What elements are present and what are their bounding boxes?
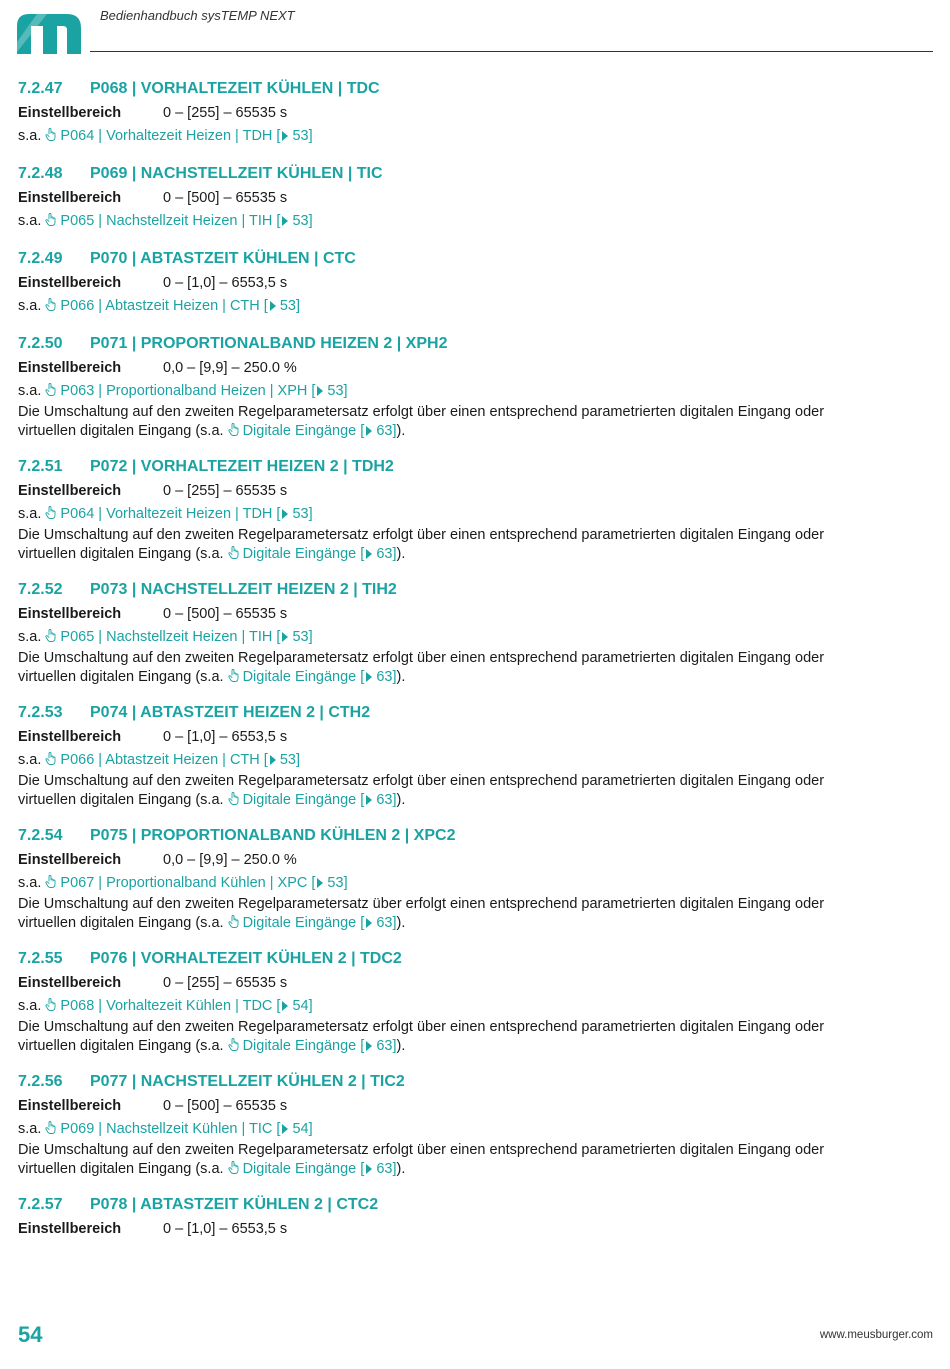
- page-arrow-icon: [282, 1124, 288, 1134]
- section-description: [18, 772, 918, 810]
- link-page: 63: [376, 792, 393, 808]
- range-value: 0 – [500] – 65535 s: [163, 1098, 288, 1114]
- section-number: 7.2.56: [18, 1073, 63, 1090]
- hand-pointer-icon: [45, 128, 57, 141]
- description-line: virtuellen digitalen Eingang (s.a.: [18, 1161, 224, 1177]
- see-also-link[interactable]: P065 | Nachstellzeit Heizen | TIH [ 53]: [45, 629, 312, 645]
- see-also-link[interactable]: P064 | Vorhaltezeit Heizen | TDH [ 53]: [45, 128, 312, 144]
- range-value: 0 – [1,0] – 6553,5 s: [163, 729, 288, 745]
- description-line: Die Umschaltung auf den zweiten Regelparametersatz erfolgt über einen entsprechend parametrierten digitalen Eingang oder: [18, 1142, 825, 1158]
- section-number: 7.2.57: [18, 1196, 63, 1213]
- section-title: P073 | NACHSTELLZEIT HEIZEN 2 | TIH2: [90, 581, 397, 598]
- description-close: ).: [396, 1161, 406, 1177]
- see-also-label: s.a.: [18, 629, 42, 645]
- link-text: Digitale Eingänge: [242, 669, 357, 685]
- description-close: ).: [396, 1038, 406, 1054]
- page-arrow-icon: [282, 216, 288, 226]
- range-label: Einstellbereich: [18, 1098, 122, 1114]
- see-also-link[interactable]: P063 | Proportionalband Heizen | XPH [ 53]: [45, 383, 347, 399]
- see-also-row: [18, 295, 933, 318]
- see-also-label: s.a.: [18, 998, 42, 1014]
- see-also-link[interactable]: P069 | Nachstellzeit Kühlen | TIC [ 54]: [45, 1121, 312, 1137]
- range-row: [18, 357, 933, 380]
- link-page: 63: [376, 669, 393, 685]
- section-title: P070 | ABTASTZEIT KÜHLEN | CTC: [90, 250, 356, 267]
- section-heading: [18, 248, 933, 270]
- digital-inputs-link[interactable]: Digitale Eingänge [ 63]: [228, 669, 397, 685]
- parameter-section: [18, 1071, 933, 1179]
- section-heading: [18, 1194, 933, 1216]
- hand-pointer-icon: [45, 213, 57, 226]
- see-also-row: [18, 503, 933, 526]
- link-page: 53: [292, 128, 309, 144]
- see-also-label: s.a.: [18, 213, 42, 229]
- page-arrow-icon: [282, 509, 288, 519]
- description-close: ).: [396, 423, 406, 439]
- section-heading: [18, 948, 933, 970]
- section-number: 7.2.55: [18, 950, 63, 967]
- range-label: Einstellbereich: [18, 1221, 122, 1237]
- parameter-section: [18, 948, 933, 1056]
- page-arrow-icon: [270, 755, 276, 765]
- parameter-section: [18, 1194, 933, 1241]
- page-content: [18, 78, 933, 1256]
- parameter-section: [18, 456, 933, 564]
- link-text: P067 | Proportionalband Kühlen | XPC: [60, 875, 308, 891]
- section-title: P072 | VORHALTEZEIT HEIZEN 2 | TDH2: [90, 458, 394, 475]
- range-label: Einstellbereich: [18, 360, 122, 376]
- page-arrow-icon: [366, 672, 372, 682]
- range-row: [18, 603, 933, 626]
- section-description: [18, 649, 918, 687]
- section-heading: [18, 1071, 933, 1093]
- see-also-row: [18, 872, 933, 895]
- link-text: P065 | Nachstellzeit Heizen | TIH: [60, 629, 273, 645]
- section-title: P068 | VORHALTEZEIT KÜHLEN | TDC: [90, 80, 380, 97]
- section-title: P078 | ABTASTZEIT KÜHLEN 2 | CTC2: [90, 1196, 379, 1213]
- range-value: 0 – [1,0] – 6553,5 s: [163, 275, 288, 291]
- parameter-section: [18, 78, 933, 148]
- section-heading: [18, 333, 933, 355]
- hand-pointer-icon: [228, 669, 240, 682]
- link-text: P066 | Abtastzeit Heizen | CTH: [60, 298, 260, 314]
- range-value: 0,0 – [9,9] – 250.0 %: [163, 360, 297, 376]
- range-row: [18, 1095, 933, 1118]
- section-number: 7.2.47: [18, 80, 63, 97]
- hand-pointer-icon: [45, 298, 57, 311]
- hand-pointer-icon: [228, 546, 240, 559]
- see-also-label: s.a.: [18, 298, 42, 314]
- link-page: 63: [376, 546, 393, 562]
- digital-inputs-link[interactable]: Digitale Eingänge [ 63]: [228, 1038, 397, 1054]
- page-arrow-icon: [282, 632, 288, 642]
- hand-pointer-icon: [228, 792, 240, 805]
- page-arrow-icon: [317, 386, 323, 396]
- range-row: [18, 1218, 933, 1241]
- link-page: 53: [292, 506, 309, 522]
- range-value: 0,0 – [9,9] – 250.0 %: [163, 852, 297, 868]
- description-line: Die Umschaltung auf den zweiten Regelparametersatz erfolgt über einen entsprechend parametrierten digitalen Eingang oder: [18, 527, 825, 543]
- hand-pointer-icon: [228, 423, 240, 436]
- section-description: [18, 1141, 918, 1179]
- description-line: Die Umschaltung auf den zweiten Regelparametersatz erfolgt über einen entsprechend parametrierten digitalen Eingang oder: [18, 773, 825, 789]
- parameter-section: [18, 248, 933, 318]
- range-row: [18, 480, 933, 503]
- description-line: virtuellen digitalen Eingang (s.a.: [18, 915, 224, 931]
- range-row: [18, 187, 933, 210]
- range-label: Einstellbereich: [18, 606, 122, 622]
- section-description: [18, 895, 918, 933]
- section-heading: [18, 702, 933, 724]
- section-number: 7.2.53: [18, 704, 63, 721]
- range-row: [18, 272, 933, 295]
- link-text: P065 | Nachstellzeit Heizen | TIH: [60, 213, 273, 229]
- range-value: 0 – [255] – 65535 s: [163, 483, 288, 499]
- link-page: 53: [327, 875, 344, 891]
- description-close: ).: [396, 546, 406, 562]
- description-line: Die Umschaltung auf den zweiten Regelparametersatz über erfolgt einen entsprechend parametrierten digitalen Eingang oder: [18, 896, 825, 912]
- digital-inputs-link[interactable]: Digitale Eingänge [ 63]: [228, 915, 397, 931]
- see-also-row: [18, 749, 933, 772]
- page-arrow-icon: [366, 918, 372, 928]
- section-heading: [18, 825, 933, 847]
- see-also-label: s.a.: [18, 875, 42, 891]
- section-number: 7.2.49: [18, 250, 63, 267]
- link-text: P064 | Vorhaltezeit Heizen | TDH: [60, 128, 273, 144]
- see-also-label: s.a.: [18, 752, 42, 768]
- description-line: Die Umschaltung auf den zweiten Regelparametersatz erfolgt über einen entsprechend parametrierten digitalen Eingang oder: [18, 650, 825, 666]
- hand-pointer-icon: [45, 875, 57, 888]
- hand-pointer-icon: [228, 1038, 240, 1051]
- link-page: 53: [327, 383, 344, 399]
- range-label: Einstellbereich: [18, 483, 122, 499]
- see-also-row: [18, 210, 933, 233]
- see-also-link[interactable]: P068 | Vorhaltezeit Kühlen | TDC [ 54]: [45, 998, 312, 1014]
- link-text: P069 | Nachstellzeit Kühlen | TIC: [60, 1121, 273, 1137]
- link-text: P064 | Vorhaltezeit Heizen | TDH: [60, 506, 273, 522]
- link-page: 53: [292, 629, 309, 645]
- section-description: [18, 403, 918, 441]
- range-value: 0 – [255] – 65535 s: [163, 975, 288, 991]
- link-page: 63: [376, 1038, 393, 1054]
- see-also-label: s.a.: [18, 1121, 42, 1137]
- see-also-label: s.a.: [18, 128, 42, 144]
- link-text: Digitale Eingänge: [242, 546, 357, 562]
- hand-pointer-icon: [228, 1161, 240, 1174]
- see-also-row: [18, 995, 933, 1018]
- page-arrow-icon: [366, 1164, 372, 1174]
- description-line: virtuellen digitalen Eingang (s.a.: [18, 792, 224, 808]
- parameter-section: [18, 333, 933, 441]
- link-text: P063 | Proportionalband Heizen | XPH: [60, 383, 308, 399]
- link-text: P066 | Abtastzeit Heizen | CTH: [60, 752, 260, 768]
- hand-pointer-icon: [45, 998, 57, 1011]
- link-text: Digitale Eingänge: [242, 792, 357, 808]
- link-page: 54: [292, 1121, 309, 1137]
- description-close: ).: [396, 792, 406, 808]
- description-line: Die Umschaltung auf den zweiten Regelparametersatz erfolgt über einen entsprechend parametrierten digitalen Eingang oder: [18, 404, 825, 420]
- link-page: 54: [292, 998, 309, 1014]
- section-number: 7.2.48: [18, 165, 63, 182]
- description-line: virtuellen digitalen Eingang (s.a.: [18, 1038, 224, 1054]
- page-arrow-icon: [366, 795, 372, 805]
- range-label: Einstellbereich: [18, 105, 122, 121]
- hand-pointer-icon: [45, 629, 57, 642]
- page-number: 54: [18, 1322, 43, 1347]
- section-number: 7.2.50: [18, 335, 63, 352]
- page-arrow-icon: [366, 426, 372, 436]
- range-label: Einstellbereich: [18, 975, 122, 991]
- see-also-row: [18, 626, 933, 649]
- description-line: virtuellen digitalen Eingang (s.a.: [18, 423, 224, 439]
- section-title: P077 | NACHSTELLZEIT KÜHLEN 2 | TIC2: [90, 1073, 405, 1090]
- section-heading: [18, 456, 933, 478]
- section-title: P069 | NACHSTELLZEIT KÜHLEN | TIC: [90, 165, 383, 182]
- digital-inputs-link[interactable]: Digitale Eingänge [ 63]: [228, 1161, 397, 1177]
- digital-inputs-link[interactable]: Digitale Eingänge [ 63]: [228, 546, 397, 562]
- link-page: 63: [376, 423, 393, 439]
- section-number: 7.2.54: [18, 827, 63, 844]
- digital-inputs-link[interactable]: Digitale Eingänge [ 63]: [228, 792, 397, 808]
- range-row: [18, 726, 933, 749]
- section-title: P074 | ABTASTZEIT HEIZEN 2 | CTH2: [90, 704, 371, 721]
- link-text: Digitale Eingänge: [242, 915, 357, 931]
- section-number: 7.2.51: [18, 458, 63, 475]
- link-text: P068 | Vorhaltezeit Kühlen | TDC: [60, 998, 273, 1014]
- see-also-label: s.a.: [18, 506, 42, 522]
- range-row: [18, 102, 933, 125]
- link-text: Digitale Eingänge: [242, 1038, 357, 1054]
- page-arrow-icon: [282, 1001, 288, 1011]
- parameter-section: [18, 825, 933, 933]
- digital-inputs-link[interactable]: Digitale Eingänge [ 63]: [228, 423, 397, 439]
- range-label: Einstellbereich: [18, 729, 122, 745]
- footer-url[interactable]: www.meusburger.com: [819, 1329, 933, 1341]
- description-line: Die Umschaltung auf den zweiten Regelparametersatz erfolgt über einen entsprechend parametrierten digitalen Eingang oder: [18, 1019, 825, 1035]
- range-row: [18, 972, 933, 995]
- page-arrow-icon: [366, 1041, 372, 1051]
- link-page: 63: [376, 915, 393, 931]
- range-label: Einstellbereich: [18, 852, 122, 868]
- section-title: P071 | PROPORTIONALBAND HEIZEN 2 | XPH2: [90, 335, 448, 352]
- description-line: virtuellen digitalen Eingang (s.a.: [18, 546, 224, 562]
- see-also-link[interactable]: P065 | Nachstellzeit Heizen | TIH [ 53]: [45, 213, 312, 229]
- see-also-link[interactable]: P067 | Proportionalband Kühlen | XPC [ 53]: [45, 875, 347, 891]
- see-also-link[interactable]: P066 | Abtastzeit Heizen | CTH [ 53]: [45, 752, 300, 768]
- section-title: P076 | VORHALTEZEIT KÜHLEN 2 | TDC2: [90, 950, 402, 967]
- link-page: 53: [292, 213, 309, 229]
- page-header: [0, 0, 950, 60]
- section-heading: [18, 163, 933, 185]
- see-also-row: [18, 1118, 933, 1141]
- hand-pointer-icon: [45, 1121, 57, 1134]
- parameter-section: [18, 702, 933, 810]
- section-number: 7.2.52: [18, 581, 63, 598]
- link-page: 53: [279, 298, 296, 314]
- range-label: Einstellbereich: [18, 190, 122, 206]
- description-line: virtuellen digitalen Eingang (s.a.: [18, 669, 224, 685]
- hand-pointer-icon: [45, 752, 57, 765]
- range-row: [18, 849, 933, 872]
- page-arrow-icon: [282, 131, 288, 141]
- parameter-section: [18, 579, 933, 687]
- range-value: 0 – [500] – 65535 s: [163, 190, 288, 206]
- page-arrow-icon: [317, 878, 323, 888]
- link-page: 63: [376, 1161, 393, 1177]
- section-title: P075 | PROPORTIONALBAND KÜHLEN 2 | XPC2: [90, 827, 456, 844]
- range-value: 0 – [255] – 65535 s: [163, 105, 288, 121]
- parameter-section: [18, 163, 933, 233]
- section-description: [18, 526, 918, 564]
- range-value: 0 – [500] – 65535 s: [163, 606, 288, 622]
- page-arrow-icon: [366, 549, 372, 559]
- range-label: Einstellbereich: [18, 275, 122, 291]
- see-also-label: s.a.: [18, 383, 42, 399]
- description-close: ).: [396, 915, 406, 931]
- see-also-row: [18, 380, 933, 403]
- hand-pointer-icon: [45, 383, 57, 396]
- section-heading: [18, 78, 933, 100]
- page-arrow-icon: [270, 301, 276, 311]
- hand-pointer-icon: [45, 506, 57, 519]
- document-title: Bedienhandbuch sysTEMP NEXT: [100, 8, 295, 23]
- description-close: ).: [396, 669, 406, 685]
- see-also-row: [18, 125, 933, 148]
- link-text: Digitale Eingänge: [242, 423, 357, 439]
- see-also-link[interactable]: P066 | Abtastzeit Heizen | CTH [ 53]: [45, 298, 300, 314]
- hand-pointer-icon: [228, 915, 240, 928]
- see-also-link[interactable]: P064 | Vorhaltezeit Heizen | TDH [ 53]: [45, 506, 312, 522]
- section-heading: [18, 579, 933, 601]
- link-text: Digitale Eingänge: [242, 1161, 357, 1177]
- link-page: 53: [279, 752, 296, 768]
- meusburger-logo-icon: [17, 12, 81, 54]
- section-description: [18, 1018, 918, 1056]
- range-value: 0 – [1,0] – 6553,5 s: [163, 1221, 288, 1237]
- header-divider: [90, 51, 933, 52]
